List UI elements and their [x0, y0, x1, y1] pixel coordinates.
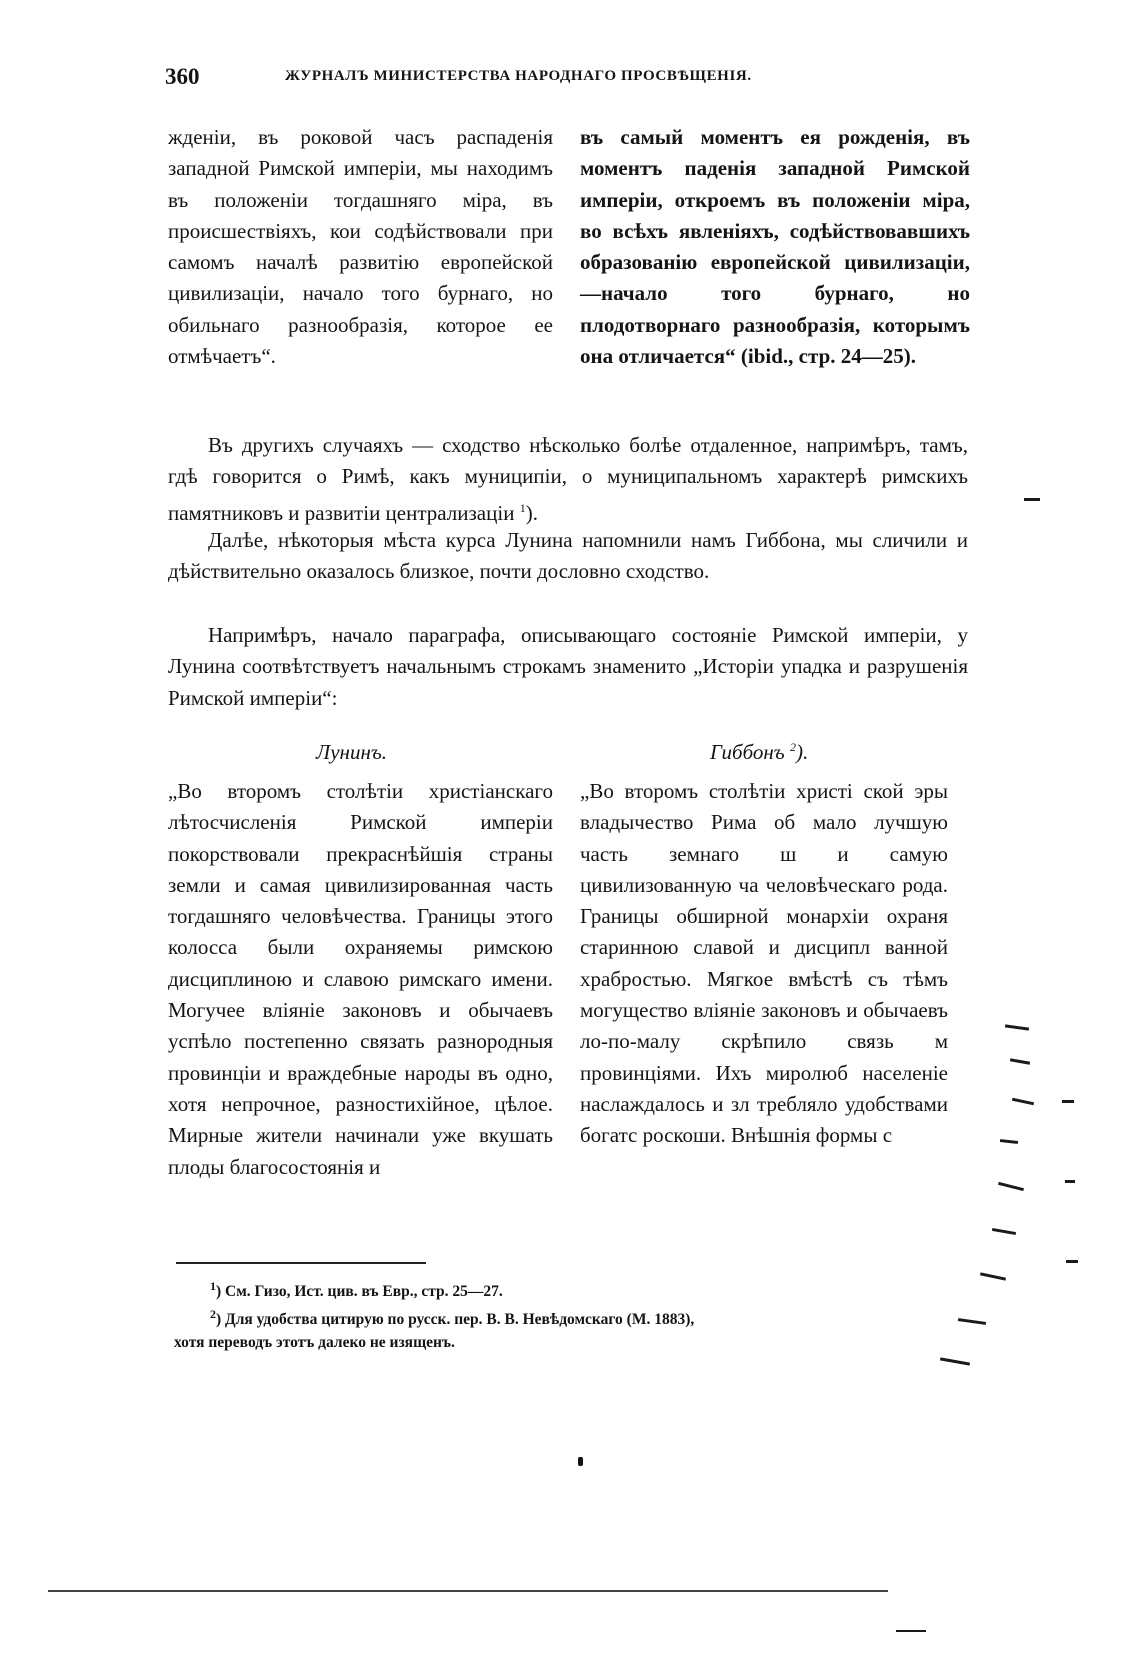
paragraph-gibbon-comparison-text: Далѣе, нѣкоторыя мѣста курса Лунина напомнили намъ Гиббона, мы сличили и дѣйствительно оказалось близкое, почти дословно сходство.	[168, 528, 968, 584]
scan-mark	[958, 1318, 986, 1325]
footnote-2-text: ) Для удобства цитирую по русск. пер. В. В. Невѣдомскаго (М. 1883),	[216, 1311, 695, 1329]
footnote-2	[210, 1302, 694, 1332]
scan-mark	[1024, 498, 1040, 501]
footnote-ref-1: 1	[519, 500, 526, 515]
paragraph-similarity-text: Въ другихъ случаяхъ — сходство нѣсколько болѣе отдаленное, напримѣръ, тамъ, гдѣ говорится о Римѣ, какъ муниципіи, о муниципальномъ характерѣ римскихъ памятниковъ и развитіи централизаціи	[168, 433, 968, 525]
scan-mark	[980, 1272, 1006, 1280]
scan-mark	[1005, 1024, 1029, 1030]
footnote-1-marker: 1	[210, 1279, 216, 1293]
footnote-ref-2: 2	[789, 740, 796, 754]
page-header	[165, 64, 840, 94]
scan-mark	[998, 1182, 1024, 1191]
footnote-divider	[176, 1262, 426, 1264]
scan-mark	[1010, 1058, 1030, 1064]
author-heading-lunin: Лунинъ.	[316, 740, 388, 764]
running-title: ЖУРНАЛЪ МИНИСТЕРСТВА НАРОДНАГО ПРОСВѢЩЕНІЯ.	[285, 68, 752, 84]
author-heading-gibbon-end: ).	[795, 740, 809, 764]
footnote-2-marker: 2	[210, 1307, 216, 1321]
comparison-2-gibbon-column: „Во второмъ столѣтіи христі ской эры владычество Рима об мало лучшую часть земнаго ш и самую цивилизованную ча человѣческаго рода. Границы обширной монархіи охраня старинною славой и дисципл ванной храбростью. Мягкое вмѣстѣ съ тѣмъ могущество вліяніе законовъ и обычаевъ ло-по-малу скрѣпило связь м провинціями. Ихъ миролюб населеніе наслаждалось и зл требляло удобствами богатс роскоши. Внѣшнія формы с	[580, 779, 948, 1148]
scan-bottom-line	[48, 1590, 888, 1592]
paragraph-example	[168, 620, 968, 714]
scan-mark	[1062, 1100, 1074, 1103]
scan-dot	[578, 1457, 583, 1466]
footnote-1-text: ) См. Гизо, Ист. цив. въ Евр., стр. 25—27.	[216, 1283, 503, 1301]
paragraph-example-text: Напримѣръ, начало параграфа, описывающаго состояніе Римской имперіи, у Лунина соотвѣтствуетъ начальнымъ строкамъ знаменито „Исторіи упадка и разрушенія Римской имперіи“:	[168, 623, 968, 710]
scan-mark	[896, 1630, 926, 1632]
scan-mark	[1065, 1180, 1075, 1183]
footnote-2-continuation: хотя переводъ этотъ далеко не изященъ.	[174, 1334, 455, 1351]
scan-mark	[1000, 1139, 1018, 1144]
paragraph-gibbon-comparison	[168, 525, 968, 588]
paragraph-similarity-end: ).	[525, 500, 538, 525]
scan-mark	[992, 1228, 1016, 1235]
comparison-1-right-column: въ самый моментъ ея рожденія, въ моментъ паденія западной Римской имперіи, откроемъ въ положеніи міра, во всѣхъ явленіяхъ, содѣйствовавшихъ образованію европейской цивилизаціи,—начало того бурнаго, но плодотворнаго разнообразія, которымъ она отличается“ (ibid., стр. 24—25).	[580, 125, 970, 369]
page-number: 360	[165, 64, 200, 89]
author-heading-gibbon-text: Гиббонъ	[710, 740, 785, 764]
scan-mark	[1066, 1260, 1078, 1263]
scan-mark	[1012, 1098, 1034, 1106]
comparison-2-lunin-column: „Во второмъ столѣтіи христіанскаго лѣтосчисленія Римской имперіи покорствовали прекраснѣйшія страны земли и самая цивилизированная часть тогдашняго человѣчества. Границы этого колосса были охраняемы римскою дисциплиною и славою римскаго имени. Могучее вліяніе законовъ и обычаевъ успѣло постепенно связать разнородныя провинціи и враждебные народы въ одно, хотя непрочное, разностихійное, цѣлое. Мирные жители начинали уже вкушать плоды благосостоянія и	[168, 779, 553, 1179]
author-heading-gibbon	[710, 740, 808, 765]
footnote-1	[210, 1274, 503, 1304]
scan-mark	[940, 1357, 970, 1365]
paragraph-similarity	[168, 430, 968, 529]
comparison-1-left-column: жденіи, въ роковой часъ распаденія западной Римской имперіи, мы находимъ въ положеніи тогдашняго міра, въ происшествіяхъ, кои содѣйствовали при самомъ началѣ развитію европейской цивилизаціи, начало того бурнаго, но обильнаго разнообразія, которое ее отмѣчаетъ“.	[168, 125, 553, 369]
